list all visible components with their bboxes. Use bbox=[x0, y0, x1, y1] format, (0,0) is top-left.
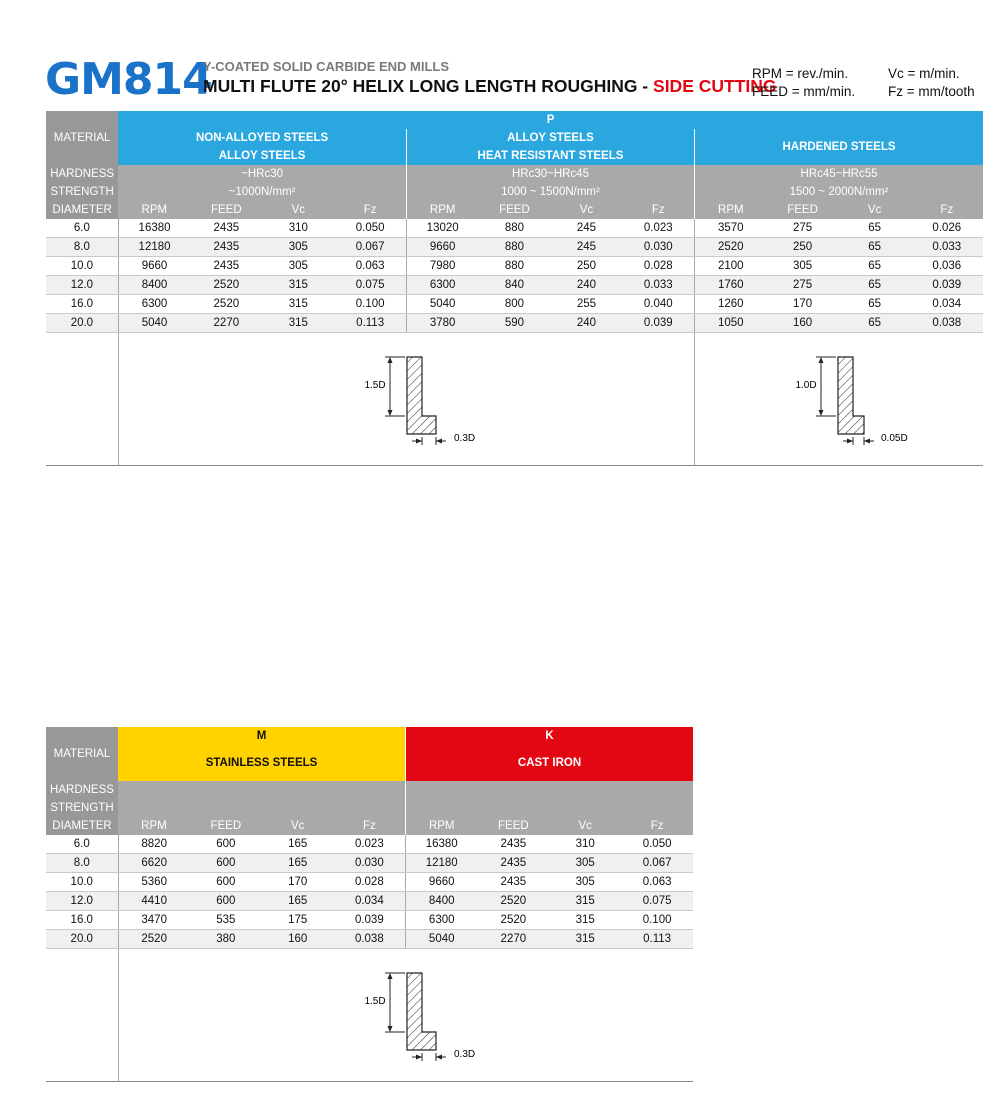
rpm-cell: 8400 bbox=[406, 892, 478, 911]
diameter-cell: 10.0 bbox=[46, 873, 118, 892]
strength-value bbox=[118, 799, 406, 817]
hardness-value: ~HRc30 bbox=[118, 165, 406, 183]
fz-cell: 0.023 bbox=[334, 835, 406, 854]
rpm-cell: 9660 bbox=[406, 873, 478, 892]
col-rpm: RPM bbox=[406, 817, 478, 835]
strength-label: STRENGTH bbox=[46, 183, 118, 201]
material-stainless: STAINLESS STEELS bbox=[118, 745, 406, 781]
fz-cell: 0.100 bbox=[621, 911, 693, 930]
vc-cell: 245 bbox=[550, 219, 622, 238]
product-title bbox=[203, 76, 777, 97]
table-row bbox=[46, 854, 693, 873]
fz-cell: 0.023 bbox=[623, 219, 695, 238]
material-non-alloyed bbox=[118, 129, 406, 165]
rpm-cell: 9660 bbox=[118, 257, 190, 276]
strength-value bbox=[406, 799, 694, 817]
fz-cell: 0.100 bbox=[334, 295, 406, 314]
vc-cell: 165 bbox=[262, 854, 334, 873]
diagram-spacer bbox=[46, 949, 118, 1082]
rpm-cell: 16380 bbox=[406, 835, 478, 854]
fz-cell: 0.033 bbox=[911, 238, 983, 257]
rpm-cell: 1760 bbox=[695, 276, 767, 295]
vc-cell: 160 bbox=[262, 930, 334, 949]
vc-cell: 315 bbox=[262, 276, 334, 295]
table-p-body bbox=[46, 219, 983, 333]
col-rpm: RPM bbox=[406, 201, 478, 219]
vc-cell: 240 bbox=[550, 314, 622, 333]
hardness-value: HRc30~HRc45 bbox=[406, 165, 694, 183]
fz-cell: 0.039 bbox=[623, 314, 695, 333]
feed-cell: 380 bbox=[190, 930, 262, 949]
rpm-cell: 3470 bbox=[118, 911, 190, 930]
fz-cell: 0.034 bbox=[334, 892, 406, 911]
col-vc: Vc bbox=[262, 817, 334, 835]
table-row bbox=[46, 238, 983, 257]
material-label: MATERIAL bbox=[46, 727, 118, 781]
iso-group-p: P bbox=[118, 111, 983, 129]
fz-cell: 0.038 bbox=[334, 930, 406, 949]
legend-feed: FEED = mm/min. bbox=[752, 84, 856, 99]
vc-cell: 305 bbox=[549, 854, 621, 873]
vc-cell: 170 bbox=[262, 873, 334, 892]
rpm-cell: 5040 bbox=[118, 314, 190, 333]
col-fz: Fz bbox=[623, 201, 695, 219]
vc-cell: 175 bbox=[262, 911, 334, 930]
width-label: 0.05D bbox=[881, 433, 908, 444]
material-line2: HEAT RESISTANT STEELS bbox=[477, 150, 624, 162]
vc-cell: 240 bbox=[550, 276, 622, 295]
diameter-cell: 10.0 bbox=[46, 257, 118, 276]
diameter-cell: 12.0 bbox=[46, 892, 118, 911]
vc-cell: 305 bbox=[262, 238, 334, 257]
rpm-cell: 8400 bbox=[118, 276, 190, 295]
feed-cell: 600 bbox=[190, 892, 262, 911]
cutting-diagram-3 bbox=[118, 949, 693, 1082]
strength-value: ~1000N/mm² bbox=[118, 183, 406, 201]
rpm-cell: 12180 bbox=[118, 238, 190, 257]
fz-cell: 0.030 bbox=[334, 854, 406, 873]
rpm-cell: 3780 bbox=[406, 314, 478, 333]
col-rpm: RPM bbox=[695, 201, 767, 219]
table-row bbox=[46, 930, 693, 949]
column-header-row bbox=[46, 817, 693, 835]
fz-cell: 0.028 bbox=[334, 873, 406, 892]
side-cutting-diagram bbox=[326, 949, 486, 1081]
product-subtitle: Y-COATED SOLID CARBIDE END MILLS bbox=[203, 59, 450, 74]
diameter-cell: 16.0 bbox=[46, 295, 118, 314]
cutting-diagram-1 bbox=[118, 333, 694, 466]
fz-cell: 0.026 bbox=[911, 219, 983, 238]
rpm-cell: 2520 bbox=[695, 238, 767, 257]
strength-label: STRENGTH bbox=[46, 799, 118, 817]
vc-cell: 310 bbox=[262, 219, 334, 238]
feed-cell: 275 bbox=[767, 219, 839, 238]
feed-cell: 275 bbox=[767, 276, 839, 295]
vc-cell: 315 bbox=[262, 314, 334, 333]
vc-cell: 315 bbox=[549, 930, 621, 949]
table-row bbox=[46, 276, 983, 295]
cutting-table-p bbox=[46, 111, 983, 466]
product-code: GM814 bbox=[45, 54, 212, 105]
material-label: MATERIAL bbox=[46, 111, 118, 165]
col-feed: FEED bbox=[767, 201, 839, 219]
fz-cell: 0.028 bbox=[623, 257, 695, 276]
table-row bbox=[46, 892, 693, 911]
rpm-cell: 6620 bbox=[118, 854, 190, 873]
rpm-cell: 6300 bbox=[118, 295, 190, 314]
side-cutting-diagram bbox=[326, 333, 486, 465]
col-fz: Fz bbox=[334, 201, 406, 219]
hardness-label: HARDNESS bbox=[46, 165, 118, 183]
feed-cell: 2520 bbox=[477, 892, 549, 911]
feed-cell: 2435 bbox=[190, 238, 262, 257]
feed-cell: 2520 bbox=[190, 276, 262, 295]
vc-cell: 65 bbox=[839, 219, 911, 238]
col-vc: Vc bbox=[839, 201, 911, 219]
table-row bbox=[46, 219, 983, 238]
vc-cell: 315 bbox=[549, 892, 621, 911]
legend-rpm: RPM = rev./min. bbox=[752, 66, 849, 81]
cutting-diagram-2 bbox=[695, 333, 983, 466]
fz-cell: 0.030 bbox=[623, 238, 695, 257]
table-row bbox=[46, 295, 983, 314]
diameter-cell: 6.0 bbox=[46, 835, 118, 854]
vc-cell: 315 bbox=[549, 911, 621, 930]
diameter-label: DIAMETER bbox=[46, 201, 118, 219]
diameter-cell: 8.0 bbox=[46, 238, 118, 257]
fz-cell: 0.113 bbox=[334, 314, 406, 333]
col-rpm: RPM bbox=[118, 201, 190, 219]
hardness-value: HRc45~HRc55 bbox=[695, 165, 983, 183]
table-row bbox=[46, 314, 983, 333]
col-vc: Vc bbox=[549, 817, 621, 835]
diameter-cell: 12.0 bbox=[46, 276, 118, 295]
feed-cell: 2435 bbox=[477, 854, 549, 873]
rpm-cell: 2520 bbox=[118, 930, 190, 949]
feed-cell: 2520 bbox=[190, 295, 262, 314]
rpm-cell: 1050 bbox=[695, 314, 767, 333]
col-feed: FEED bbox=[190, 817, 262, 835]
feed-cell: 880 bbox=[478, 238, 550, 257]
feed-cell: 2435 bbox=[190, 257, 262, 276]
rpm-cell: 4410 bbox=[118, 892, 190, 911]
feed-cell: 170 bbox=[767, 295, 839, 314]
fz-cell: 0.040 bbox=[623, 295, 695, 314]
width-label: 0.3D bbox=[454, 433, 476, 444]
col-fz: Fz bbox=[911, 201, 983, 219]
diameter-cell: 16.0 bbox=[46, 911, 118, 930]
feed-cell: 600 bbox=[190, 835, 262, 854]
col-fz: Fz bbox=[621, 817, 693, 835]
feed-cell: 160 bbox=[767, 314, 839, 333]
rpm-cell: 5040 bbox=[406, 930, 478, 949]
legend-vc: Vc = m/min. bbox=[888, 66, 960, 81]
vc-cell: 250 bbox=[550, 257, 622, 276]
col-vc: Vc bbox=[550, 201, 622, 219]
rpm-cell: 16380 bbox=[118, 219, 190, 238]
diagram-spacer bbox=[46, 333, 118, 466]
material-line1: ALLOY STEELS bbox=[507, 132, 594, 144]
rpm-cell: 5040 bbox=[406, 295, 478, 314]
legend-fz: Fz = mm/tooth bbox=[888, 84, 975, 99]
fz-cell: 0.067 bbox=[334, 238, 406, 257]
cutting-table-mk bbox=[46, 727, 693, 1082]
feed-cell: 535 bbox=[190, 911, 262, 930]
col-feed: FEED bbox=[478, 201, 550, 219]
diameter-cell: 6.0 bbox=[46, 219, 118, 238]
feed-cell: 2435 bbox=[190, 219, 262, 238]
diameter-cell: 20.0 bbox=[46, 314, 118, 333]
feed-cell: 250 bbox=[767, 238, 839, 257]
vc-cell: 245 bbox=[550, 238, 622, 257]
table-row bbox=[46, 835, 693, 854]
rpm-cell: 9660 bbox=[406, 238, 478, 257]
title-highlight: SIDE CUTTING bbox=[653, 76, 777, 96]
diameter-cell: 20.0 bbox=[46, 930, 118, 949]
col-rpm: RPM bbox=[118, 817, 190, 835]
iso-group-k: K bbox=[406, 727, 694, 745]
fz-cell: 0.063 bbox=[621, 873, 693, 892]
hardness-label: HARDNESS bbox=[46, 781, 118, 799]
vc-cell: 65 bbox=[839, 276, 911, 295]
fz-cell: 0.113 bbox=[621, 930, 693, 949]
col-fz: Fz bbox=[334, 817, 406, 835]
feed-cell: 880 bbox=[478, 257, 550, 276]
diameter-cell: 8.0 bbox=[46, 854, 118, 873]
fz-cell: 0.036 bbox=[911, 257, 983, 276]
fz-cell: 0.050 bbox=[621, 835, 693, 854]
fz-cell: 0.039 bbox=[911, 276, 983, 295]
table-row bbox=[46, 911, 693, 930]
fz-cell: 0.063 bbox=[334, 257, 406, 276]
vc-cell: 65 bbox=[839, 295, 911, 314]
vc-cell: 305 bbox=[549, 873, 621, 892]
material-line1: NON-ALLOYED STEELS bbox=[195, 132, 329, 144]
feed-cell: 600 bbox=[190, 854, 262, 873]
depth-label: 1.5D bbox=[364, 996, 386, 1007]
depth-label: 1.5D bbox=[364, 380, 386, 391]
col-vc: Vc bbox=[262, 201, 334, 219]
feed-cell: 2270 bbox=[190, 314, 262, 333]
vc-cell: 165 bbox=[262, 892, 334, 911]
material-cast-iron: CAST IRON bbox=[406, 745, 694, 781]
side-cutting-diagram bbox=[759, 333, 919, 465]
fz-cell: 0.075 bbox=[621, 892, 693, 911]
feed-cell: 2520 bbox=[477, 911, 549, 930]
material-alloy bbox=[406, 129, 694, 165]
col-feed: FEED bbox=[477, 817, 549, 835]
vc-cell: 65 bbox=[839, 238, 911, 257]
fz-cell: 0.034 bbox=[911, 295, 983, 314]
rpm-cell: 8820 bbox=[118, 835, 190, 854]
feed-cell: 2435 bbox=[477, 873, 549, 892]
feed-cell: 800 bbox=[478, 295, 550, 314]
feed-cell: 600 bbox=[190, 873, 262, 892]
fz-cell: 0.075 bbox=[334, 276, 406, 295]
feed-cell: 2270 bbox=[477, 930, 549, 949]
iso-group-m: M bbox=[118, 727, 406, 745]
fz-cell: 0.050 bbox=[334, 219, 406, 238]
material-hardened: HARDENED STEELS bbox=[695, 129, 983, 165]
feed-cell: 840 bbox=[478, 276, 550, 295]
vc-cell: 65 bbox=[839, 314, 911, 333]
rpm-cell: 13020 bbox=[406, 219, 478, 238]
rpm-cell: 2100 bbox=[695, 257, 767, 276]
strength-value: 1000 ~ 1500N/mm² bbox=[406, 183, 694, 201]
table-mk-body bbox=[46, 835, 693, 949]
diameter-label: DIAMETER bbox=[46, 817, 118, 835]
rpm-cell: 6300 bbox=[406, 276, 478, 295]
material-line2: ALLOY STEELS bbox=[218, 150, 306, 162]
vc-cell: 165 bbox=[262, 835, 334, 854]
vc-cell: 305 bbox=[262, 257, 334, 276]
rpm-cell: 6300 bbox=[406, 911, 478, 930]
vc-cell: 315 bbox=[262, 295, 334, 314]
vc-cell: 65 bbox=[839, 257, 911, 276]
feed-cell: 590 bbox=[478, 314, 550, 333]
rpm-cell: 3570 bbox=[695, 219, 767, 238]
vc-cell: 255 bbox=[550, 295, 622, 314]
vc-cell: 310 bbox=[549, 835, 621, 854]
hardness-value bbox=[406, 781, 694, 799]
column-header-row bbox=[46, 201, 983, 219]
col-feed: FEED bbox=[190, 201, 262, 219]
rpm-cell: 1260 bbox=[695, 295, 767, 314]
fz-cell: 0.067 bbox=[621, 854, 693, 873]
rpm-cell: 12180 bbox=[406, 854, 478, 873]
fz-cell: 0.039 bbox=[334, 911, 406, 930]
feed-cell: 880 bbox=[478, 219, 550, 238]
hardness-value bbox=[118, 781, 406, 799]
fz-cell: 0.033 bbox=[623, 276, 695, 295]
depth-label: 1.0D bbox=[795, 380, 817, 391]
table-row bbox=[46, 873, 693, 892]
rpm-cell: 7980 bbox=[406, 257, 478, 276]
rpm-cell: 5360 bbox=[118, 873, 190, 892]
feed-cell: 305 bbox=[767, 257, 839, 276]
width-label: 0.3D bbox=[453, 1049, 475, 1060]
title-main: MULTI FLUTE 20° HELIX LONG LENGTH ROUGHING - bbox=[203, 76, 654, 96]
fz-cell: 0.038 bbox=[911, 314, 983, 333]
table-row bbox=[46, 257, 983, 276]
feed-cell: 2435 bbox=[477, 835, 549, 854]
strength-value: 1500 ~ 2000N/mm² bbox=[695, 183, 983, 201]
